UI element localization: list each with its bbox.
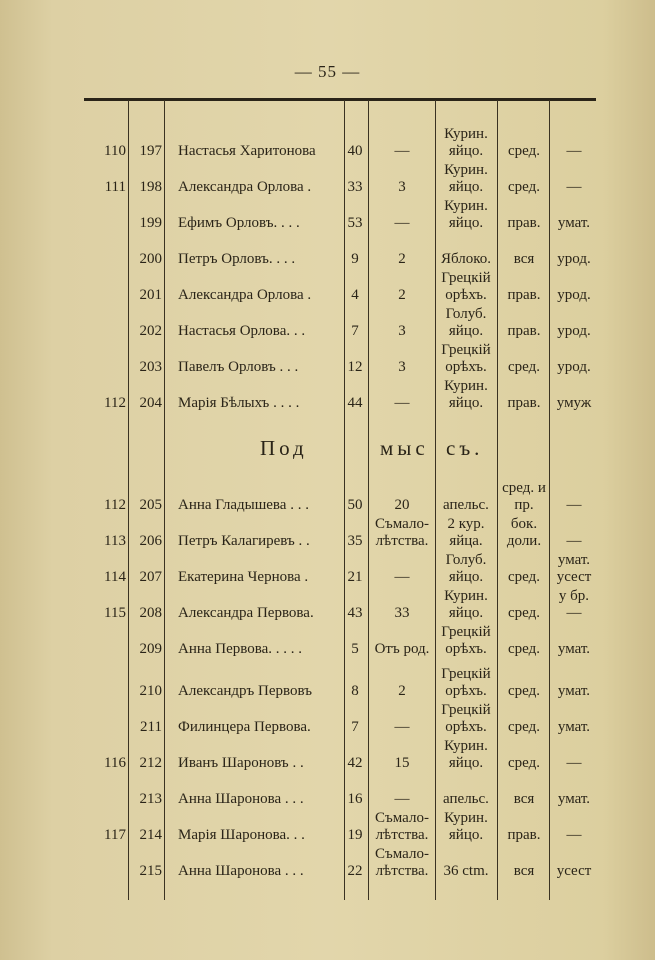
cell-name: Ефимъ Орловъ. . . . [178, 215, 300, 231]
cell-e: — [566, 755, 582, 771]
page-number: — 55 — [294, 62, 361, 81]
cell-e: усест [556, 863, 592, 879]
cell-name: Анна Шаронова . . . [178, 863, 304, 879]
cell-c: Курин. яйцо. [444, 162, 488, 195]
cell-id: 207 [139, 569, 162, 585]
table-row [84, 198, 596, 234]
cell-d: сред. [508, 719, 540, 735]
cell-age: 22 [347, 863, 363, 879]
cell-id: 208 [139, 605, 162, 621]
cell-id: 199 [139, 215, 162, 231]
cell-age: 43 [347, 605, 363, 621]
cell-no: 112 [104, 395, 126, 411]
cell-id: 206 [139, 533, 162, 549]
table-row [84, 516, 596, 552]
cell-d: прав. [507, 215, 541, 231]
cell-id: 215 [139, 863, 162, 879]
cell-age: 42 [347, 755, 363, 771]
cell-id: 213 [139, 791, 162, 807]
cell-c: Грецкій орѣхъ. [441, 666, 491, 699]
cell-age: 5 [351, 641, 359, 657]
cell-b: — [394, 215, 410, 231]
cell-c: Голуб. яйцо. [445, 552, 487, 585]
table-row [84, 846, 596, 882]
cell-id: 202 [139, 323, 162, 339]
cell-id: 200 [139, 251, 162, 267]
cell-b: 2 [398, 287, 406, 303]
cell-c: Яблоко. [440, 251, 492, 267]
cell-b: Отъ род. [374, 641, 430, 657]
cell-age: 7 [351, 719, 359, 735]
cell-e: — [566, 827, 582, 843]
cell-d: прав. [507, 395, 541, 411]
cell-c: 2 кур. яйца. [447, 516, 485, 549]
cell-id: 210 [139, 683, 162, 699]
cell-b: — [394, 569, 410, 585]
cell-b: 15 [394, 755, 410, 771]
cell-d: прав. [507, 287, 541, 303]
cell-age: 33 [347, 179, 363, 195]
cell-b: Съмало- лѣтства. [375, 846, 429, 879]
cell-id: 214 [139, 827, 162, 843]
cell-d: сред. [508, 641, 540, 657]
cell-no: 116 [104, 755, 126, 771]
cell-name: Александра Орлова . [178, 179, 312, 195]
cell-d: сред. [508, 359, 540, 375]
cell-c: Курин. яйцо. [444, 198, 488, 231]
cell-id: 198 [139, 179, 162, 195]
cell-b: 33 [394, 605, 410, 621]
cell-c: Курин. яйцо. [444, 738, 488, 771]
cell-name: Павелъ Орловъ . . . [178, 359, 299, 375]
section-heading-part: съ. [446, 436, 484, 460]
cell-name: Марія Шаронова. . . [178, 827, 305, 843]
cell-age: 50 [347, 497, 363, 513]
cell-id: 212 [139, 755, 162, 771]
cell-c: Курин. яйцо. [444, 588, 488, 621]
cell-name: Петръ Орловъ. . . . [178, 251, 296, 267]
cell-e: умуж [556, 395, 592, 411]
cell-b: 20 [394, 497, 410, 513]
cell-e: урод. [557, 251, 591, 267]
table-top-rule [84, 98, 596, 101]
cell-age: 21 [347, 569, 363, 585]
cell-age: 9 [351, 251, 359, 267]
table-row [84, 666, 596, 702]
cell-age: 19 [347, 827, 363, 843]
cell-no: 111 [104, 179, 126, 195]
cell-name: Иванъ Шароновъ . . [178, 755, 304, 771]
cell-d: сред. [508, 605, 540, 621]
cell-d: сред. [508, 683, 540, 699]
cell-b: — [394, 791, 410, 807]
cell-c: апельс. [443, 791, 489, 807]
table-row [84, 162, 596, 198]
table-row [84, 552, 596, 588]
cell-e: урод. [557, 287, 591, 303]
cell-c: апельс. [443, 497, 489, 513]
cell-name: Анна Гладышева . . . [178, 497, 309, 513]
section-heading-part: Под [260, 436, 308, 460]
cell-no: 113 [104, 533, 126, 549]
cell-id: 201 [139, 287, 162, 303]
cell-e: умат. [557, 683, 591, 699]
cell-d: сред. [508, 755, 540, 771]
cell-name: Настасья Орлова. . . [178, 323, 306, 339]
cell-c: Курин. яйцо. [444, 810, 488, 843]
table-row [84, 810, 596, 846]
cell-e: — [566, 143, 582, 159]
cell-c: Курин. яйцо. [444, 126, 488, 159]
cell-age: 53 [347, 215, 363, 231]
cell-e: умат. усест [556, 552, 592, 585]
cell-name: Петръ Калагиревъ . . [178, 533, 310, 549]
cell-b: 2 [398, 683, 406, 699]
cell-e: у бр. — [558, 588, 590, 621]
cell-b: 3 [398, 179, 406, 195]
cell-id: 197 [139, 143, 162, 159]
cell-id: 203 [139, 359, 162, 375]
cell-b: 2 [398, 251, 406, 267]
table-row [84, 588, 596, 624]
cell-e: умат. [557, 791, 591, 807]
cell-id: 211 [140, 719, 162, 735]
cell-b: — [394, 395, 410, 411]
cell-e: умат. [557, 641, 591, 657]
cell-e: — [566, 179, 582, 195]
table-row [84, 702, 596, 738]
cell-d: сред. [508, 179, 540, 195]
cell-d: вся [513, 791, 535, 807]
cell-b: — [394, 719, 410, 735]
cell-name: Филинцера Первова. [178, 719, 311, 735]
cell-e: умат. [557, 719, 591, 735]
cell-c: Курин. яйцо. [444, 378, 488, 411]
table-row [84, 306, 596, 342]
section-heading [84, 436, 596, 466]
cell-e: умат. [557, 215, 591, 231]
table-row [84, 342, 596, 378]
cell-c: Грецкій орѣхъ. [441, 270, 491, 303]
cell-name: Марія Бѣлыхъ . . . . [178, 395, 300, 411]
cell-no: 117 [104, 827, 126, 843]
table-row [84, 774, 596, 810]
cell-c: Грецкій орѣхъ. [441, 342, 491, 375]
cell-name: Александръ Первовъ [178, 683, 312, 699]
cell-d: сред. [508, 143, 540, 159]
cell-age: 12 [347, 359, 363, 375]
cell-c: Грецкій орѣхъ. [441, 702, 491, 735]
cell-c: Голуб. яйцо. [445, 306, 487, 339]
table-row [84, 234, 596, 270]
cell-id: 205 [139, 497, 162, 513]
cell-name: Александра Орлова . [178, 287, 312, 303]
cell-id: 209 [139, 641, 162, 657]
cell-name: Настасья Харитонова [178, 143, 316, 159]
cell-age: 4 [351, 287, 359, 303]
cell-age: 35 [347, 533, 363, 549]
table-row [84, 624, 596, 660]
table-row [84, 738, 596, 774]
cell-d: вся [513, 863, 535, 879]
table-row [84, 126, 596, 162]
cell-d: бок. доли. [506, 516, 542, 549]
cell-b: Съмало- лѣтства. [375, 810, 429, 843]
cell-d: сред. [508, 569, 540, 585]
cell-e: — [566, 533, 582, 549]
cell-d: сред. и пр. [502, 480, 546, 513]
cell-age: 16 [347, 791, 363, 807]
cell-c: Грецкій орѣхъ. [441, 624, 491, 657]
cell-e: урод. [557, 323, 591, 339]
table-row [84, 270, 596, 306]
cell-b: 3 [398, 323, 406, 339]
cell-name: Анна Шаронова . . . [178, 791, 304, 807]
section-heading-part: мыс [380, 436, 429, 460]
cell-no: 110 [104, 143, 126, 159]
cell-d: прав. [507, 827, 541, 843]
cell-no: 112 [104, 497, 126, 513]
cell-age: 44 [347, 395, 363, 411]
cell-age: 40 [347, 143, 363, 159]
cell-age: 7 [351, 323, 359, 339]
table-row [84, 480, 596, 516]
cell-d: прав. [507, 323, 541, 339]
cell-b: — [394, 143, 410, 159]
cell-b: Съмало- лѣтства. [375, 516, 429, 549]
cell-c: 36 ctm. [443, 863, 489, 879]
cell-no: 114 [104, 569, 126, 585]
cell-d: вся [513, 251, 535, 267]
cell-e: — [566, 497, 582, 513]
cell-age: 8 [351, 683, 359, 699]
cell-name: Александра Первова. [178, 605, 314, 621]
cell-id: 204 [139, 395, 162, 411]
cell-e: урод. [557, 359, 591, 375]
cell-name: Анна Первова. . . . . [178, 641, 303, 657]
cell-b: 3 [398, 359, 406, 375]
table-row [84, 378, 596, 414]
cell-name: Екатерина Чернова . [178, 569, 309, 585]
cell-no: 115 [104, 605, 126, 621]
